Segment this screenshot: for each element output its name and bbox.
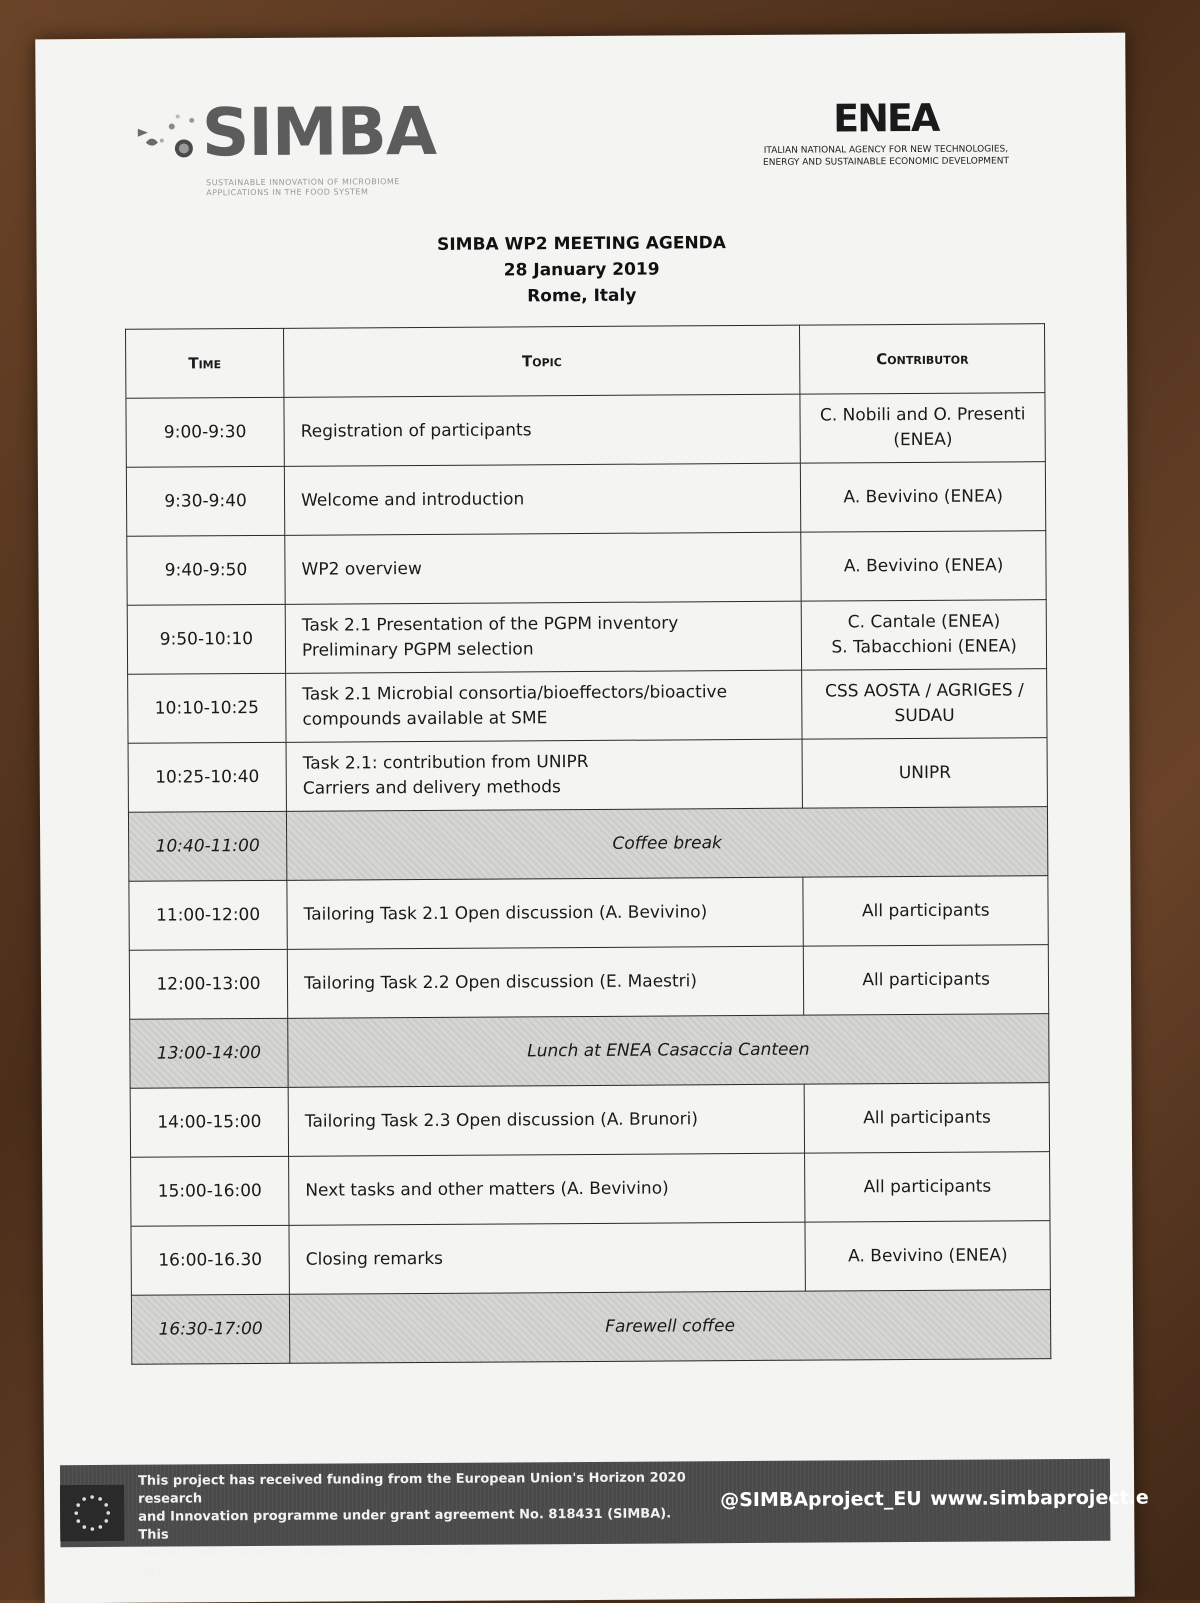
enea-tagline-1: ITALIAN NATIONAL AGENCY FOR NEW TECHNOLOGIES,: [763, 144, 1009, 156]
header-contributor: Contributor: [800, 324, 1045, 394]
table-row: [130, 1083, 1049, 1158]
table-row: [126, 462, 1045, 537]
table-row: [127, 600, 1046, 675]
table-row: [129, 945, 1048, 1020]
row-topic-line: compounds available at SME: [302, 708, 548, 730]
row-topic-line: Preliminary PGPM selection: [301, 639, 534, 661]
simba-leaf-icon: [132, 108, 202, 168]
break-row: [130, 1014, 1049, 1089]
row-contributor: All participants: [805, 1152, 1050, 1222]
row-contributor-line: S. Tabacchioni (ENEA): [831, 636, 1017, 658]
row-time: 14:00-15:00: [130, 1087, 288, 1157]
table-row: [129, 876, 1048, 951]
row-topic: Closing remarks: [289, 1222, 806, 1294]
website-url: www.simbaproject.e: [930, 1486, 1149, 1510]
row-time: 12:00-13:00: [129, 949, 287, 1019]
row-topic-line: Carriers and delivery methods: [302, 777, 561, 799]
row-time: 13:00-14:00: [130, 1018, 288, 1088]
row-time: 10:10-10:25: [128, 673, 286, 743]
row-topic-line: Task 2.1: contribution from UNIPR: [302, 751, 589, 774]
funding-statement: [138, 1469, 699, 1580]
table-row: [131, 1221, 1050, 1296]
row-topic: [286, 670, 803, 742]
agenda-date: 28 January 2019: [503, 259, 660, 281]
row-topic-line: Task 2.1 Microbial consortia/bioeffectors/bioactive: [302, 682, 728, 705]
agenda-heading: [36, 228, 1126, 313]
row-contributor: A. Bevivino (ENEA): [801, 531, 1046, 601]
funding-line: and Innovation programme under grant agreement No. 818431 (SIMBA). This: [138, 1506, 672, 1543]
enea-tagline-2: ENERGY AND SUSTAINABLE ECONOMIC DEVELOPMENT: [762, 156, 1009, 168]
row-time: 11:00-12:00: [129, 880, 287, 950]
agenda-table: [125, 323, 1051, 1365]
enea-logo: [736, 95, 1037, 187]
row-topic: Next tasks and other matters (A. Bevivino): [289, 1153, 806, 1225]
row-topic: Welcome and introduction: [284, 463, 801, 535]
row-contributor: A. Bevivino (ENEA): [805, 1221, 1050, 1291]
row-contributor: [802, 600, 1047, 670]
row-time: 15:00-16:00: [131, 1156, 289, 1226]
row-time: 16:30-17:00: [131, 1294, 289, 1364]
row-break-label: Coffee break: [286, 807, 1047, 881]
row-contributor: C. Nobili and O. Presenti (ENEA): [800, 393, 1045, 463]
simba-logo: [132, 92, 453, 198]
row-time: 16:00-16.30: [131, 1225, 289, 1295]
break-row: [128, 807, 1047, 882]
simba-logo-text: SIMBA: [201, 92, 437, 172]
twitter-handle: @SIMBAproject_EU: [720, 1487, 922, 1512]
row-break-label: Farewell coffee: [289, 1290, 1050, 1364]
enea-logo-text: ENEA: [833, 95, 939, 141]
table-row: [126, 393, 1045, 468]
row-topic: [286, 739, 803, 811]
agenda-location: Rome, Italy: [527, 285, 637, 307]
agenda-title: SIMBA WP2 MEETING AGENDA: [436, 233, 726, 255]
row-topic: Tailoring Task 2.2 Open discussion (E. Maestri): [287, 946, 804, 1018]
table-header-row: [126, 324, 1045, 399]
table-row: [128, 738, 1047, 813]
row-contributor: All participants: [805, 1083, 1050, 1153]
row-contributor: All participants: [803, 876, 1048, 946]
row-contributor: CSS AOSTA / AGRIGES / SUDAU: [802, 669, 1047, 739]
table-row: [128, 669, 1047, 744]
row-contributor-line: C. Cantale (ENEA): [847, 611, 1001, 633]
row-time: 9:30-9:40: [126, 466, 284, 536]
row-time: 9:50-10:10: [127, 604, 285, 674]
funding-footer: [60, 1459, 1149, 1579]
row-topic: Tailoring Task 2.1 Open discussion (A. Bevivino): [287, 877, 804, 949]
row-topic: WP2 overview: [285, 532, 802, 604]
simba-tagline: SUSTAINABLE INNOVATION OF MICROBIOME APPLICATIONS IN THE FOOD SYSTEM: [206, 177, 400, 198]
eu-flag-icon: [60, 1485, 124, 1541]
row-topic-line: Task 2.1 Presentation of the PGPM inventory: [301, 613, 679, 636]
table-row: [127, 531, 1046, 606]
row-topic: Tailoring Task 2.3 Open discussion (A. Brunori): [288, 1084, 805, 1156]
funding-line: output reflects only the author's view and the European Union cannot be held: [138, 1542, 675, 1579]
table-row: [131, 1152, 1050, 1227]
row-topic: [285, 601, 802, 673]
break-row: [131, 1290, 1050, 1365]
header-topic: Topic: [284, 325, 801, 397]
agenda-paper: [35, 33, 1149, 1603]
row-contributor: UNIPR: [802, 738, 1047, 808]
funding-line: This project has received funding from the European Union's Horizon 2020 research: [137, 1470, 686, 1507]
row-contributor: All participants: [804, 945, 1049, 1015]
row-time: 9:40-9:50: [127, 535, 285, 605]
header-time: Time: [126, 328, 284, 398]
row-break-label: Lunch at ENEA Casaccia Canteen: [288, 1014, 1049, 1088]
row-topic: Registration of participants: [284, 394, 801, 466]
row-time: 9:00-9:30: [126, 397, 284, 467]
row-time: 10:40-11:00: [128, 811, 286, 881]
row-time: 10:25-10:40: [128, 742, 286, 812]
row-contributor: A. Bevivino (ENEA): [801, 462, 1046, 532]
